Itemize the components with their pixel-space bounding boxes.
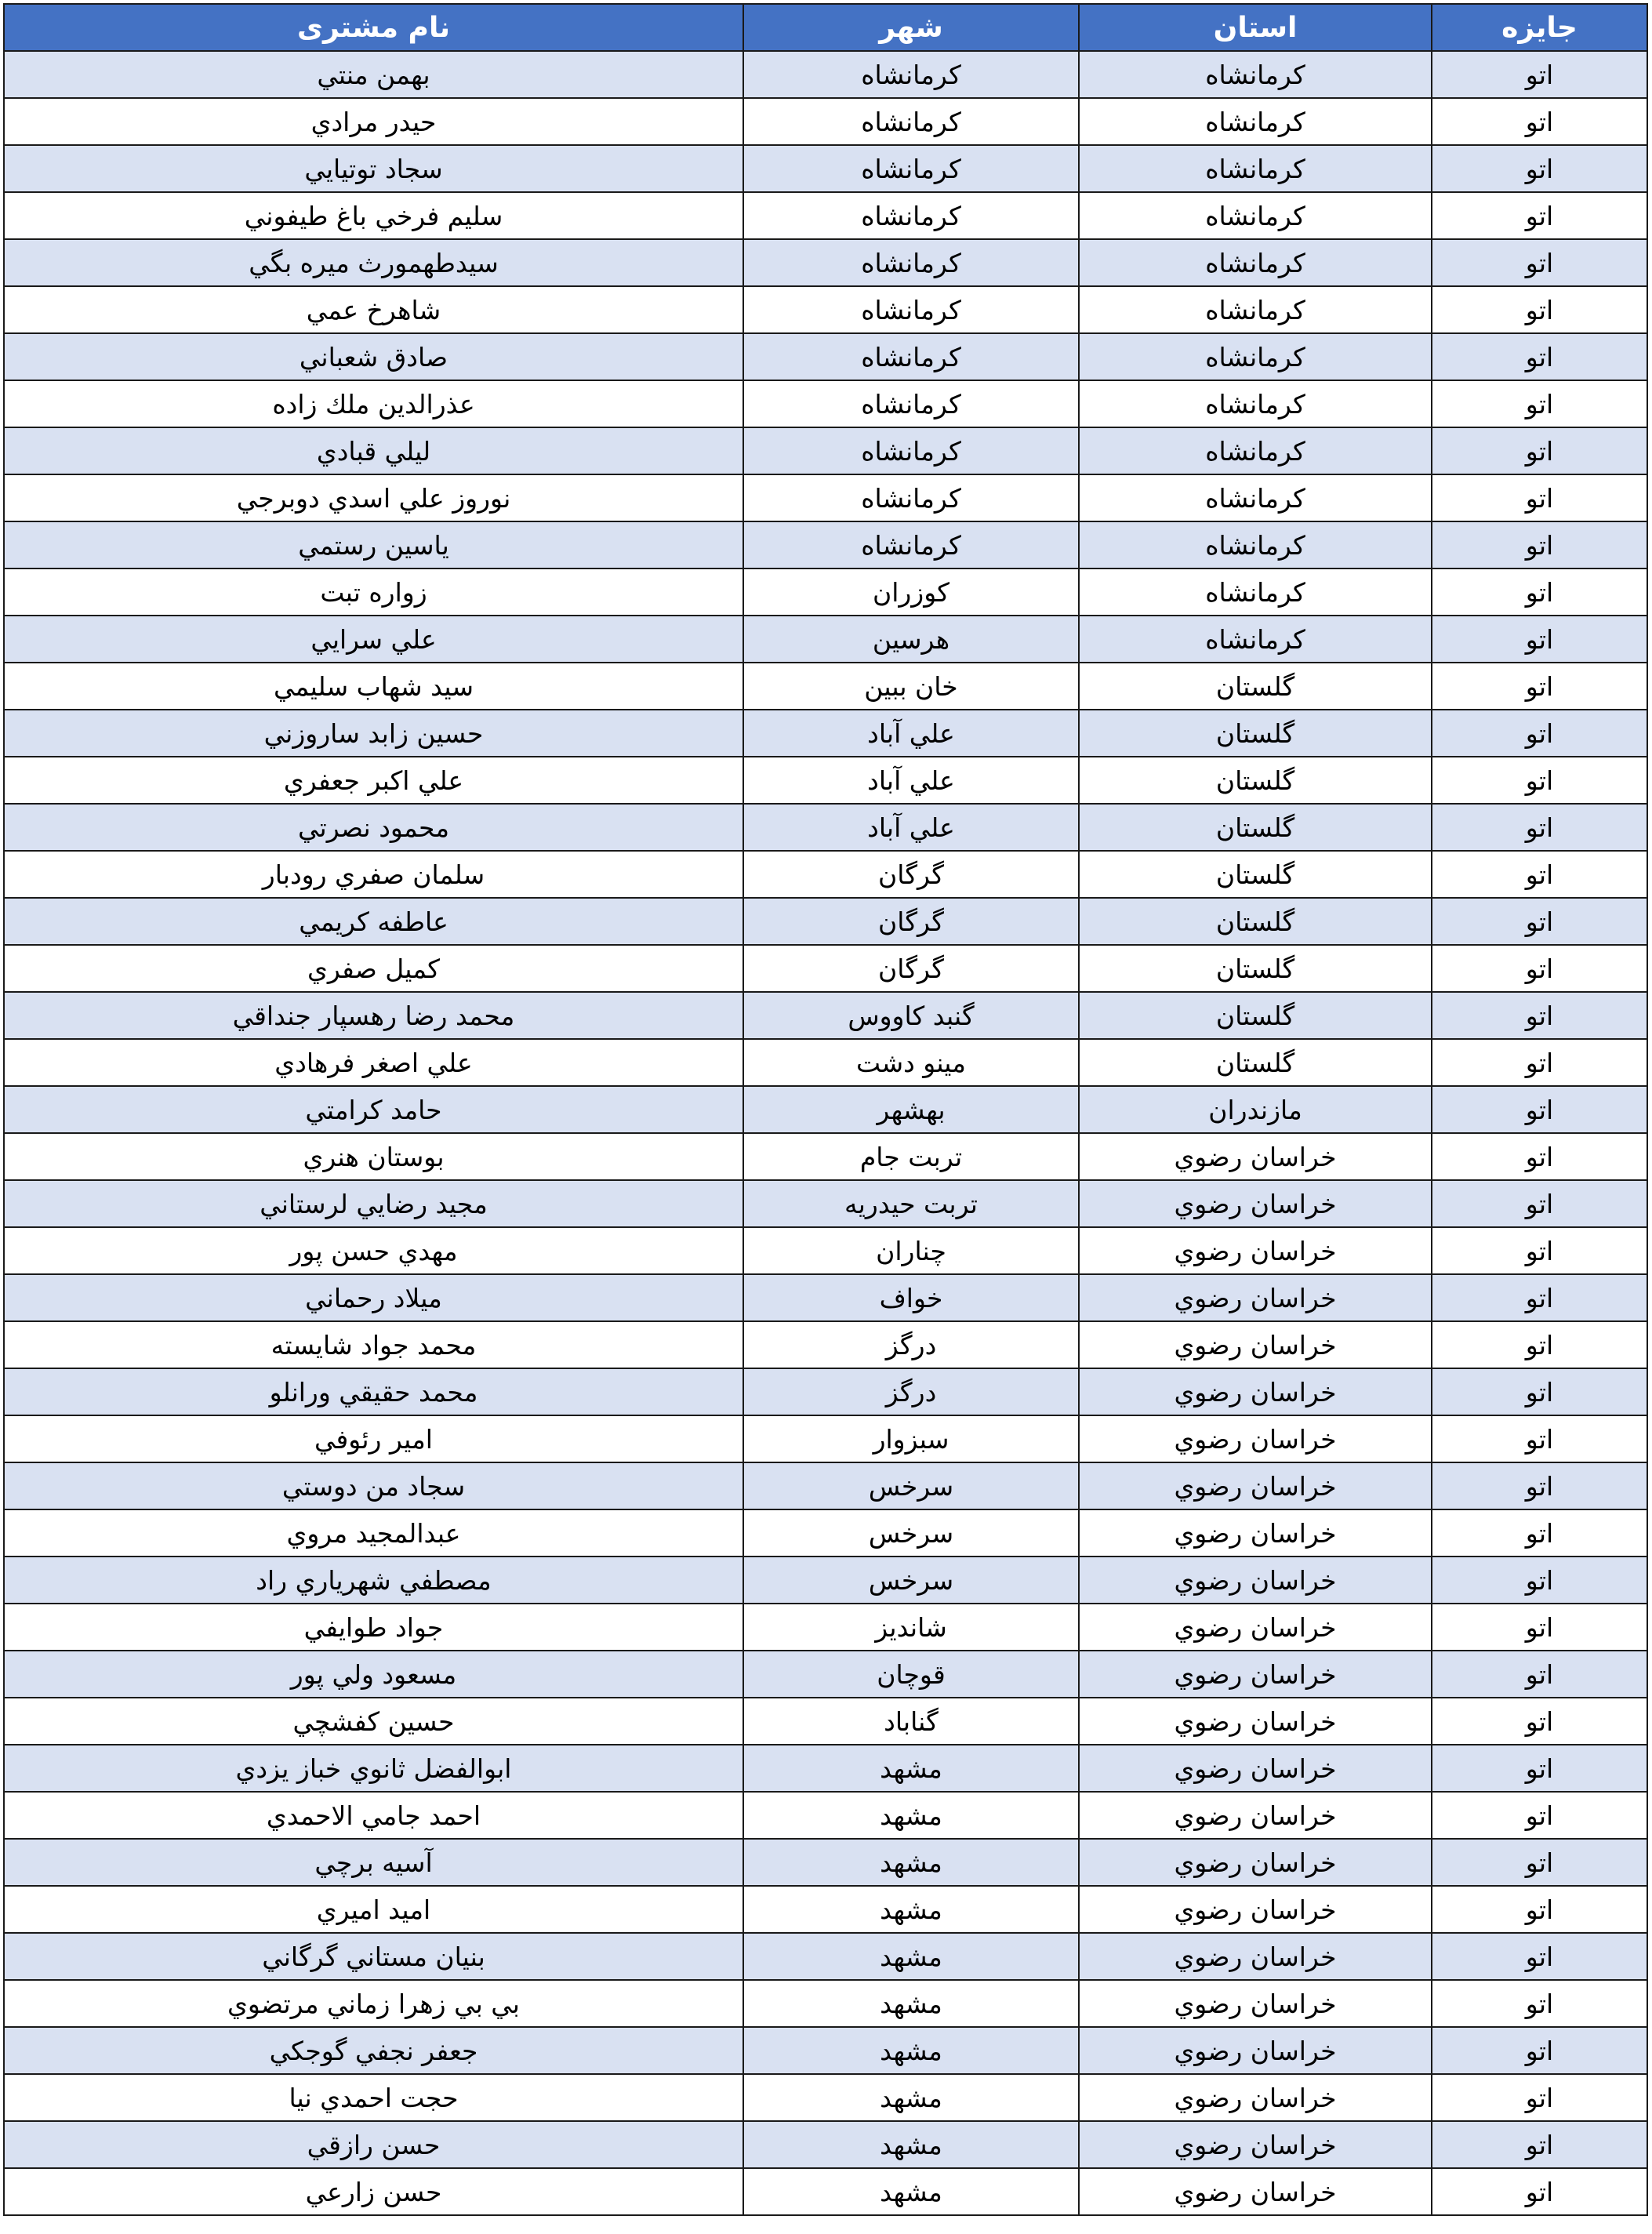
cell-city: مشهد [743,1839,1079,1886]
cell-province: كرمانشاه [1079,521,1432,568]
cell-province: خراسان رضوي [1079,1557,1432,1604]
cell-city: بهشهر [743,1086,1079,1133]
table-row [4,663,1647,710]
cell-province: گلستان [1079,898,1432,945]
cell-customer-name: حسن رازقي [4,2121,743,2168]
table-row [4,474,1647,521]
cell-prize: اتو [1432,2168,1647,2215]
winners-table [3,3,1648,2216]
cell-customer-name: مجيد رضايي لرستاني [4,1180,743,1227]
cell-city: كرمانشاه [743,286,1079,333]
cell-prize: اتو [1432,1039,1647,1086]
cell-province: خراسان رضوي [1079,1368,1432,1415]
cell-city: گرگان [743,945,1079,992]
cell-prize: اتو [1432,2027,1647,2074]
table-row [4,945,1647,992]
cell-prize: اتو [1432,239,1647,286]
cell-province: كرمانشاه [1079,380,1432,427]
table-row [4,1180,1647,1227]
cell-province: خراسان رضوي [1079,2121,1432,2168]
cell-prize: اتو [1432,192,1647,239]
cell-prize: اتو [1432,1227,1647,1274]
header-prize: جایزه [1432,4,1647,51]
cell-province: كرمانشاه [1079,192,1432,239]
table-row [4,1698,1647,1745]
cell-customer-name: مصطفي شهرياري راد [4,1557,743,1604]
cell-city: كرمانشاه [743,333,1079,380]
cell-province: كرمانشاه [1079,239,1432,286]
cell-city: مشهد [743,1745,1079,1792]
cell-prize: اتو [1432,945,1647,992]
cell-city: مشهد [743,1886,1079,1933]
cell-city: كرمانشاه [743,51,1079,98]
cell-prize: اتو [1432,1651,1647,1698]
cell-customer-name: سيدطهمورث ميره بگي [4,239,743,286]
cell-customer-name: محمد رضا رهسپار جنداقي [4,992,743,1039]
table-row [4,333,1647,380]
cell-province: خراسان رضوي [1079,1839,1432,1886]
cell-province: خراسان رضوي [1079,2027,1432,2074]
table-row [4,616,1647,663]
table-row [4,1415,1647,1462]
cell-city: كرمانشاه [743,427,1079,474]
cell-city: كرمانشاه [743,380,1079,427]
cell-customer-name: حامد كرامتي [4,1086,743,1133]
cell-prize: اتو [1432,333,1647,380]
cell-prize: اتو [1432,286,1647,333]
cell-province: خراسان رضوي [1079,1415,1432,1462]
cell-customer-name: مهدي حسن پور [4,1227,743,1274]
cell-customer-name: عاطفه كريمي [4,898,743,945]
cell-customer-name: سليم فرخي باغ طيفوني [4,192,743,239]
cell-province: كرمانشاه [1079,427,1432,474]
table-row [4,1792,1647,1839]
cell-customer-name: بوستان هنري [4,1133,743,1180]
table-row [4,1462,1647,1509]
cell-province: گلستان [1079,710,1432,757]
table-row [4,98,1647,145]
table-row [4,992,1647,1039]
cell-prize: اتو [1432,1368,1647,1415]
cell-prize: اتو [1432,1133,1647,1180]
cell-city: علي آباد [743,757,1079,804]
header-city: شهر [743,4,1079,51]
table-row [4,286,1647,333]
cell-province: كرمانشاه [1079,145,1432,192]
cell-province: خراسان رضوي [1079,1227,1432,1274]
cell-customer-name: حسين زابد ساروزني [4,710,743,757]
table-row [4,1227,1647,1274]
table-row [4,1321,1647,1368]
cell-customer-name: عذرالدين ملك زاده [4,380,743,427]
cell-prize: اتو [1432,380,1647,427]
cell-province: كرمانشاه [1079,474,1432,521]
cell-customer-name: سجاد من دوستي [4,1462,743,1509]
cell-city: كوزران [743,568,1079,616]
cell-province: خراسان رضوي [1079,1274,1432,1321]
cell-province: كرمانشاه [1079,98,1432,145]
cell-province: خراسان رضوي [1079,1604,1432,1651]
cell-prize: اتو [1432,1745,1647,1792]
cell-province: كرمانشاه [1079,616,1432,663]
cell-customer-name: محمود نصرتي [4,804,743,851]
cell-prize: اتو [1432,1604,1647,1651]
header-province: استان [1079,4,1432,51]
cell-prize: اتو [1432,98,1647,145]
table-row [4,2027,1647,2074]
cell-province: گلستان [1079,945,1432,992]
cell-customer-name: علي سرايي [4,616,743,663]
cell-prize: اتو [1432,757,1647,804]
cell-province: خراسان رضوي [1079,1745,1432,1792]
cell-city: سرخس [743,1557,1079,1604]
cell-province: خراسان رضوي [1079,1933,1432,1980]
table-row [4,51,1647,98]
table-row [4,1886,1647,1933]
cell-prize: اتو [1432,568,1647,616]
cell-prize: اتو [1432,145,1647,192]
cell-customer-name: جواد طوايفي [4,1604,743,1651]
cell-province: خراسان رضوي [1079,1180,1432,1227]
cell-city: هرسين [743,616,1079,663]
cell-customer-name: حجت احمدي نيا [4,2074,743,2121]
cell-prize: اتو [1432,1509,1647,1557]
table-row [4,568,1647,616]
cell-city: كرمانشاه [743,192,1079,239]
header-row [4,4,1647,51]
cell-city: مشهد [743,1792,1079,1839]
cell-province: خراسان رضوي [1079,1133,1432,1180]
cell-customer-name: عبدالمجيد مروي [4,1509,743,1557]
cell-prize: اتو [1432,2074,1647,2121]
cell-prize: اتو [1432,1839,1647,1886]
cell-city: مشهد [743,1933,1079,1980]
table-row [4,192,1647,239]
cell-province: كرمانشاه [1079,568,1432,616]
cell-city: كرمانشاه [743,521,1079,568]
cell-prize: اتو [1432,710,1647,757]
cell-customer-name: صادق شعباني [4,333,743,380]
table-row [4,1274,1647,1321]
cell-province: گلستان [1079,757,1432,804]
table-row [4,1039,1647,1086]
cell-city: سرخس [743,1509,1079,1557]
cell-province: خراسان رضوي [1079,1792,1432,1839]
table-row [4,898,1647,945]
cell-customer-name: علي اصغر فرهادي [4,1039,743,1086]
cell-city: گرگان [743,898,1079,945]
cell-province: خراسان رضوي [1079,1980,1432,2027]
cell-prize: اتو [1432,1886,1647,1933]
cell-customer-name: ميلاد رحماني [4,1274,743,1321]
cell-city: تربت حيدريه [743,1180,1079,1227]
cell-customer-name: محمد حقيقي ورانلو [4,1368,743,1415]
cell-customer-name: ابوالفضل ثانوي خباز يزدي [4,1745,743,1792]
cell-customer-name: حسين كفشچي [4,1698,743,1745]
cell-city: تربت جام [743,1133,1079,1180]
cell-prize: اتو [1432,851,1647,898]
cell-province: خراسان رضوي [1079,1886,1432,1933]
cell-city: كرمانشاه [743,98,1079,145]
cell-prize: اتو [1432,1415,1647,1462]
cell-city: مينو دشت [743,1039,1079,1086]
cell-city: كرمانشاه [743,474,1079,521]
cell-city: مشهد [743,2121,1079,2168]
cell-city: چناران [743,1227,1079,1274]
cell-customer-name: علي اكبر جعفري [4,757,743,804]
table-row [4,804,1647,851]
cell-customer-name: ياسين رستمي [4,521,743,568]
cell-city: سرخس [743,1462,1079,1509]
cell-customer-name: بي بي زهرا زماني مرتضوي [4,1980,743,2027]
cell-customer-name: ليلي قبادي [4,427,743,474]
table-row [4,851,1647,898]
cell-customer-name: سلمان صفري رودبار [4,851,743,898]
cell-province: خراسان رضوي [1079,1462,1432,1509]
cell-city: مشهد [743,2074,1079,2121]
cell-prize: اتو [1432,521,1647,568]
table-row [4,1086,1647,1133]
table-row [4,2074,1647,2121]
spreadsheet [3,3,1647,2230]
cell-customer-name: بنيان مستاني گرگاني [4,1933,743,1980]
cell-province: خراسان رضوي [1079,1651,1432,1698]
cell-province: گلستان [1079,663,1432,710]
cell-province: خراسان رضوي [1079,1509,1432,1557]
cell-prize: اتو [1432,1933,1647,1980]
table-row [4,2121,1647,2168]
table-row [4,521,1647,568]
cell-province: گلستان [1079,992,1432,1039]
cell-customer-name: كميل صفري [4,945,743,992]
cell-city: گرگان [743,851,1079,898]
cell-prize: اتو [1432,663,1647,710]
table-row [4,380,1647,427]
table-row [4,1839,1647,1886]
cell-city: علي آباد [743,710,1079,757]
cell-prize: اتو [1432,992,1647,1039]
cell-prize: اتو [1432,427,1647,474]
table-row [4,145,1647,192]
cell-customer-name: سيد شهاب سليمي [4,663,743,710]
cell-prize: اتو [1432,616,1647,663]
cell-customer-name: جعفر نجفي گوجكي [4,2027,743,2074]
cell-province: خراسان رضوي [1079,2074,1432,2121]
table-row [4,1980,1647,2027]
table-row [4,1604,1647,1651]
cell-city: مشهد [743,2027,1079,2074]
cell-customer-name: اميد اميري [4,1886,743,1933]
cell-province: كرمانشاه [1079,51,1432,98]
table-row [4,710,1647,757]
cell-city: شانديز [743,1604,1079,1651]
cell-prize: اتو [1432,1698,1647,1745]
cell-prize: اتو [1432,1980,1647,2027]
cell-customer-name: محمد جواد شايسته [4,1321,743,1368]
cell-prize: اتو [1432,1557,1647,1604]
cell-customer-name: زواره تبت [4,568,743,616]
cell-province: گلستان [1079,804,1432,851]
table-row [4,757,1647,804]
cell-prize: اتو [1432,898,1647,945]
table-body [4,51,1647,2215]
cell-customer-name: آسيه برچي [4,1839,743,1886]
cell-province: مازندران [1079,1086,1432,1133]
cell-city: علي آباد [743,804,1079,851]
cell-city: گناباد [743,1698,1079,1745]
cell-city: مشهد [743,1980,1079,2027]
table-row [4,1509,1647,1557]
table-row [4,239,1647,286]
table-row [4,1368,1647,1415]
cell-customer-name: بهمن منتي [4,51,743,98]
cell-city: قوچان [743,1651,1079,1698]
cell-prize: اتو [1432,1180,1647,1227]
cell-province: گلستان [1079,851,1432,898]
table-row [4,1933,1647,1980]
cell-customer-name: نوروز علي اسدي دوبرجي [4,474,743,521]
table-row [4,1745,1647,1792]
table-row [4,1651,1647,1698]
cell-province: خراسان رضوي [1079,2168,1432,2215]
cell-province: خراسان رضوي [1079,1321,1432,1368]
cell-province: گلستان [1079,1039,1432,1086]
table-row [4,427,1647,474]
cell-prize: اتو [1432,474,1647,521]
cell-prize: اتو [1432,51,1647,98]
cell-customer-name: امير رئوفي [4,1415,743,1462]
cell-customer-name: حسن زارعي [4,2168,743,2215]
cell-city: سبزوار [743,1415,1079,1462]
cell-customer-name: احمد جامي الاحمدي [4,1792,743,1839]
cell-customer-name: حيدر مرادي [4,98,743,145]
cell-customer-name: سجاد توتيايي [4,145,743,192]
cell-province: كرمانشاه [1079,333,1432,380]
cell-city: درگز [743,1368,1079,1415]
cell-city: گنبد كاووس [743,992,1079,1039]
header-customer-name: نام مشتری [4,4,743,51]
cell-city: خان ببين [743,663,1079,710]
cell-prize: اتو [1432,1086,1647,1133]
cell-customer-name: مسعود ولي پور [4,1651,743,1698]
cell-customer-name: شاهرخ عمي [4,286,743,333]
table-row [4,1557,1647,1604]
cell-prize: اتو [1432,1462,1647,1509]
cell-city: خواف [743,1274,1079,1321]
cell-province: خراسان رضوي [1079,1698,1432,1745]
cell-city: كرمانشاه [743,145,1079,192]
cell-prize: اتو [1432,1792,1647,1839]
table-row [4,2168,1647,2215]
cell-city: مشهد [743,2168,1079,2215]
cell-city: كرمانشاه [743,239,1079,286]
cell-province: كرمانشاه [1079,286,1432,333]
cell-prize: اتو [1432,1274,1647,1321]
cell-prize: اتو [1432,804,1647,851]
cell-prize: اتو [1432,2121,1647,2168]
cell-prize: اتو [1432,1321,1647,1368]
cell-city: درگز [743,1321,1079,1368]
table-row [4,1133,1647,1180]
